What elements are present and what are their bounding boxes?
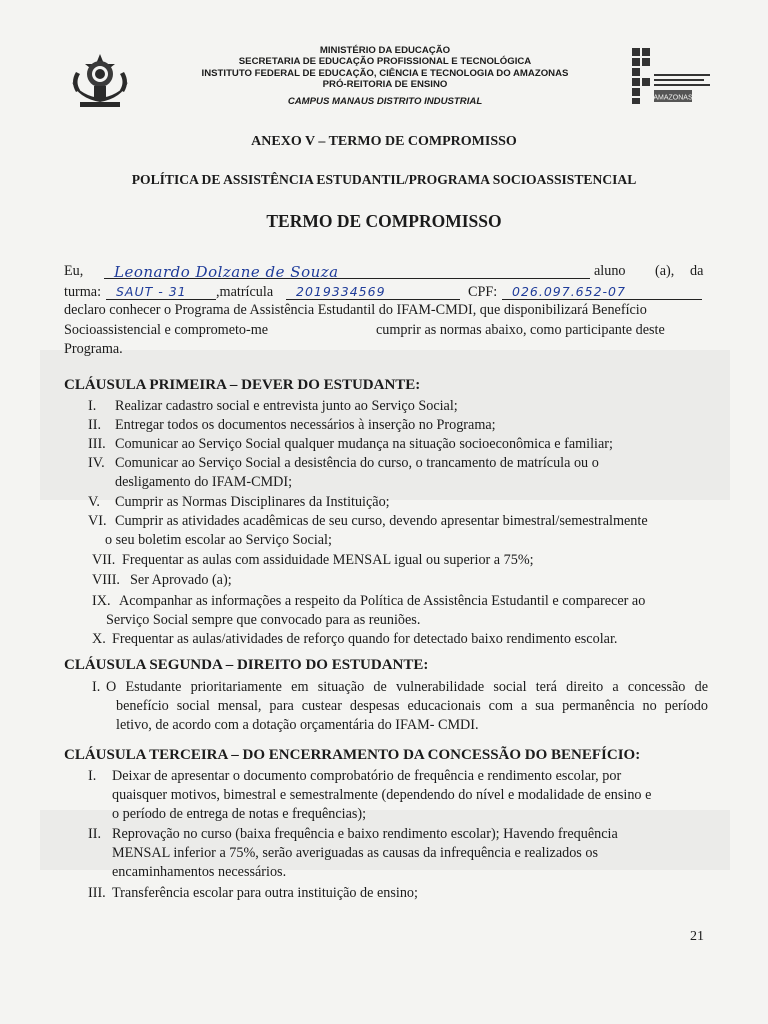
item-text: o seu boletim escolar ao Serviço Social; — [105, 532, 332, 548]
cpf-field[interactable]: 026.097.652-07 — [502, 284, 702, 300]
item-number: V. — [88, 494, 100, 510]
item-text: Reprovação no curso (baixa frequência e baixo rendimento escolar); Havendo frequência — [112, 826, 618, 842]
item-number: I. — [88, 398, 97, 414]
item-text: desligamento do IFAM-CMDI; — [115, 474, 293, 490]
secretariat-line: SECRETARIA DE EDUCAÇÃO PROFISSIONAL E TECNOLÓGICA — [238, 56, 532, 68]
dean-line: PRÓ-REITORIA DE ENSINO — [322, 79, 448, 91]
item-text: Entregar todos os documentos necessários à inserção no Programa; — [115, 417, 496, 433]
item-number: VII. — [92, 552, 116, 568]
campus-line: CAMPUS MANAUS DISTRITO INDUSTRIAL — [287, 95, 483, 107]
item-number: III. — [88, 436, 106, 452]
aluno-a-label: (a), — [655, 263, 675, 279]
aluno-label: aluno — [594, 263, 626, 279]
item-text: MENSAL inferior a 75%, serão averiguadas as causas da infrequência e realizados os — [112, 845, 598, 861]
institution-header — [150, 45, 620, 107]
item-number: X. — [92, 631, 106, 647]
item-number: IX. — [92, 593, 111, 609]
turma-label: turma: — [64, 284, 102, 300]
item-number: IV. — [88, 455, 105, 471]
item-text: quaisquer motivos, bimestral e semestralmente (dependendo do nível e modalidade de ensino e — [112, 787, 652, 803]
item-text: Ser Aprovado (a); — [130, 572, 232, 588]
item-text: Deixar de apresentar o documento comprobatório de frequência e rendimento escolar, por — [112, 768, 622, 784]
logo-caption: AMAZONAS — [653, 94, 693, 102]
declaration-line: Programa. — [64, 341, 123, 357]
item-text: Acompanhar as informações a respeito da Política de Assistência Estudantil e comparecer ao — [119, 593, 646, 609]
clause-title: CLÁUSULA PRIMEIRA – DEVER DO ESTUDANTE: — [64, 377, 421, 393]
item-text: Comunicar ao Serviço Social a desistência do curso, o trancamento de matrícula ou o — [115, 455, 599, 471]
student-name-field[interactable]: Leonardo Dolzane de Souza — [104, 263, 590, 279]
item-number: II. — [88, 417, 101, 433]
brazil-coat-of-arms-icon — [66, 52, 134, 110]
clause-title: CLÁUSULA TERCEIRA – DO ENCERRAMENTO DA CONCESSÃO DO BENEFÍCIO: — [64, 747, 641, 763]
eu-label: Eu, — [64, 263, 84, 279]
item-text: encaminhamentos necessários. — [112, 864, 287, 880]
da-label: da — [690, 263, 704, 279]
item-number: I. — [92, 679, 101, 695]
clause-title: CLÁUSULA SEGUNDA – DIREITO DO ESTUDANTE: — [64, 657, 429, 673]
institute-line: INSTITUTO FEDERAL DE EDUCAÇÃO, CIÊNCIA E TECNOLOGIA DO AMAZONAS — [201, 67, 569, 79]
item-text: benefício social mensal, para custear despesas educacionais com a sua permanência no período — [116, 698, 708, 714]
cpf-label: CPF: — [468, 284, 498, 300]
ifam-logo-icon — [630, 46, 714, 106]
item-number: I. — [88, 768, 97, 784]
item-number: VI. — [88, 513, 107, 529]
declaration-line: Socioassistencial e comprometo-me — [64, 322, 269, 338]
declaration-line: declaro conhecer o Programa de Assistência Estudantil do IFAM-CMDI, que disponibilizará Benefício — [64, 302, 647, 318]
item-text: o período de entrega de notas e frequências); — [112, 806, 367, 822]
item-text: Cumprir as Normas Disciplinares da Instituição; — [115, 494, 390, 510]
page-number: 21 — [690, 929, 704, 944]
item-text: Realizar cadastro social e entrevista junto ao Serviço Social; — [115, 398, 458, 414]
item-text: Serviço Social sempre que convocado para as reuniões. — [106, 612, 421, 628]
item-number: II. — [88, 826, 101, 842]
turma-field[interactable]: SAUT - 31 — [106, 284, 216, 300]
item-text: Comunicar ao Serviço Social qualquer mudança na situação socioeconômica e familiar; — [115, 436, 613, 452]
item-number: VIII. — [92, 572, 120, 588]
term-title: TERMO DE COMPROMISSO — [266, 211, 502, 231]
item-text: O Estudante prioritariamente em situação de vulnerabilidade social terá direito a concessão de — [106, 679, 708, 695]
policy-title: POLÍTICA DE ASSISTÊNCIA ESTUDANTIL/PROGRAMA SOCIOASSISTENCIAL — [131, 172, 637, 187]
item-text: Transferência escolar para outra instituição de ensino; — [112, 885, 418, 901]
matricula-label: ,matrícula — [216, 284, 274, 300]
item-text: Frequentar as aulas com assiduidade MENSAL igual ou superior a 75%; — [122, 552, 534, 568]
declaration-line: cumprir as normas abaixo, como participante deste — [376, 322, 665, 338]
annex-title: ANEXO V – TERMO DE COMPROMISSO — [251, 134, 517, 149]
item-text: Frequentar as aulas/atividades de reforço quando for detectado baixo rendimento escolar. — [112, 631, 618, 647]
item-text: letivo, de acordo com a dotação orçamentária do IFAM- CMDI. — [116, 717, 479, 733]
ministry-line: MINISTÉRIO DA EDUCAÇÃO — [319, 45, 451, 56]
item-text: Cumprir as atividades acadêmicas de seu curso, devendo apresentar bimestral/semestralmente — [115, 513, 648, 529]
item-number: III. — [88, 885, 106, 901]
matricula-field[interactable]: 2019334569 — [286, 284, 460, 300]
